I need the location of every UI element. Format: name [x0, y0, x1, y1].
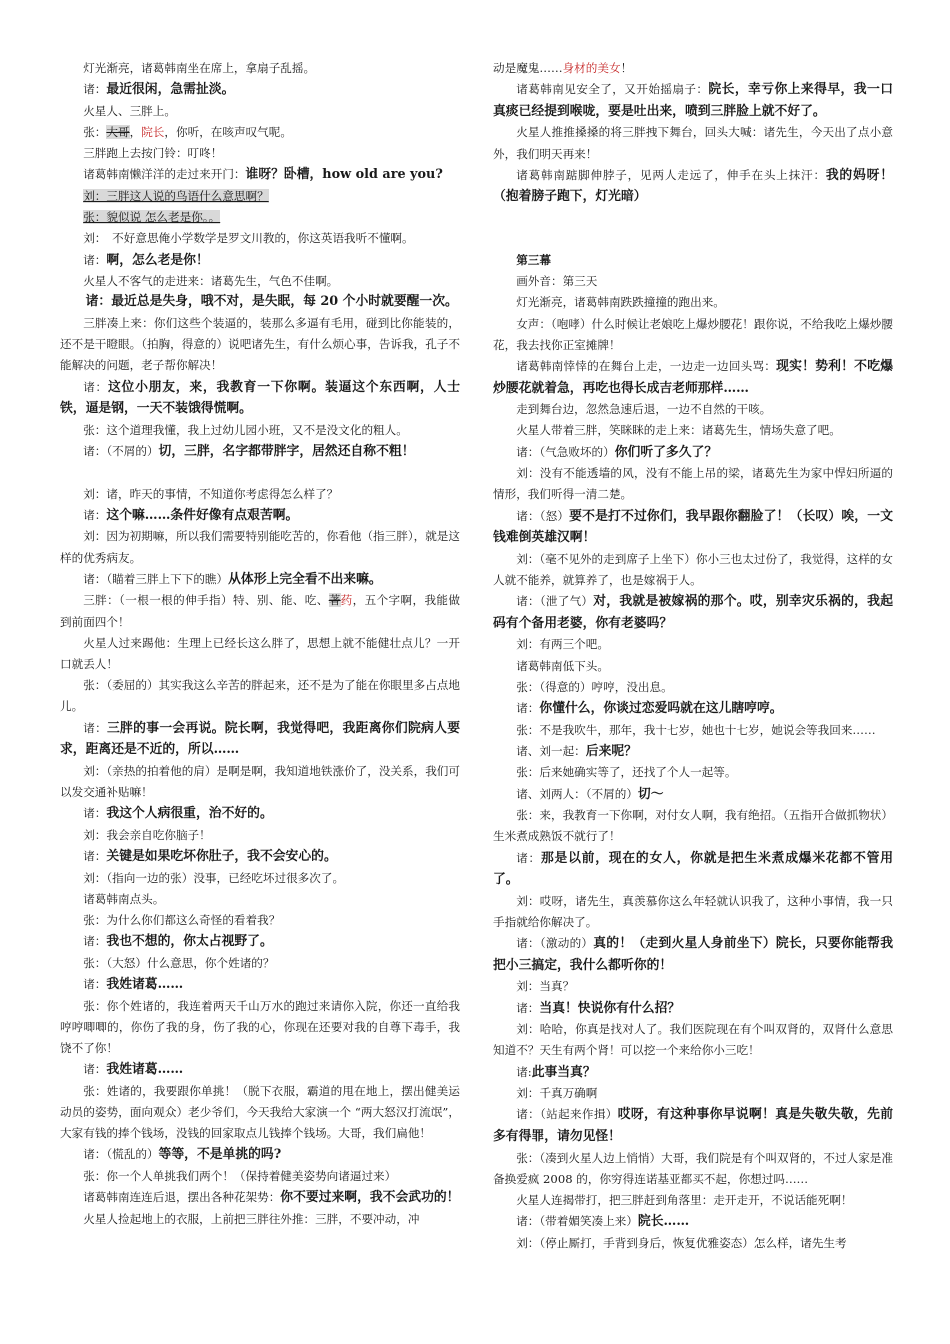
script-line [493, 506, 893, 549]
bold-text: 那是以前，现在的女人，你就是把生米煮成爆米花都不管用了。 [493, 850, 893, 888]
line-text: 刘：当真？ [516, 979, 575, 994]
bold-line: 诸：最近总是失身，哦不对，是失眠，每 20 个小时就要醒一次。 [85, 294, 458, 310]
blank-line [60, 463, 460, 484]
script-line [60, 101, 460, 122]
highlighted-line: 张：貌似说 怎么老是你。。 [83, 210, 221, 225]
line-text: 刘：千真万确啊 [516, 1086, 598, 1101]
bold-text: 我也不想的，你太占视野了。 [106, 934, 273, 950]
script-line [493, 976, 893, 997]
bold-text: 最近很闲，急需扯淡。 [106, 82, 235, 98]
script-line [493, 1083, 893, 1104]
script-line [493, 998, 893, 1020]
act-title: 第三幕 [516, 252, 551, 267]
line-text: 诸葛韩南连连后退，摆出各种花架势： [83, 1190, 281, 1205]
line-text: 张：不是我吹牛，那年，我十七岁，她也十七岁，她说会等我回来…… [516, 722, 876, 737]
script-line [493, 79, 893, 122]
struck-text: 著 [328, 593, 341, 608]
script-line [60, 271, 460, 292]
line-text: 张：（得意的）哼哼，没出息。 [516, 679, 673, 694]
line-text: 刘：诸，昨天的事情，不知道你考虑得怎么样了？ [83, 486, 339, 501]
line-text: 诸： [516, 850, 541, 865]
line-text: 张：你一个人单挑我们两个！（保持着健美姿势向诸逼过来） [83, 1169, 397, 1183]
script-line [493, 549, 893, 591]
line-text: 诸：（不屑的） [83, 444, 159, 458]
line-text: 火星人不客气的走进来：诸葛先生，气色不佳啊。 [83, 274, 339, 289]
script-line [60, 186, 460, 207]
line-text: 诸： [83, 507, 107, 522]
red-text: 身材的美女 [562, 61, 621, 75]
line-text: 画外音：第三天 [516, 274, 598, 289]
line-text: 诸： [83, 720, 107, 735]
script-line [60, 58, 460, 79]
script-line [60, 675, 460, 717]
script-line [60, 825, 460, 846]
script-line [493, 1148, 893, 1190]
script-line [493, 271, 893, 292]
bold-text: 谁呀？卧槽，how old are you? [245, 167, 443, 183]
script-line [493, 122, 893, 164]
struck-text: 大哥 [106, 125, 130, 139]
line-text: 诸：（怒） [516, 508, 570, 523]
bold-text: 院长…… [637, 1214, 690, 1230]
line-text: 三胖：（一根一根的伸手指）特、别、能、吃、 [83, 593, 329, 608]
line-text: 三胖凑上来：你们这些个装逼的，装那么多逼有毛用，碰到比你能装的，还不是干瞪眼。（拍胸，得意的）说吧诸先生，有什么烦心事，告诉我，孔子不能解决的问题，老子帮你解决！ [60, 316, 460, 373]
blank-line [493, 229, 893, 250]
script-line [493, 656, 893, 677]
line-text: 诸：（泄了气） [516, 594, 594, 609]
script-line [60, 228, 460, 249]
line-text: 刘：哎呀，诸先生，真羡慕你这么年轻就认识我了，这种小事情，我一只手指就给你解决了。 [493, 893, 893, 929]
bold-text: 我这个人病很重，治不好的。 [106, 806, 273, 822]
bold-text: 你不要过来啊，我不会武功的！ [280, 1190, 460, 1206]
script-line [60, 122, 460, 143]
bold-text: 对，我就是被嫁祸的那个。哎，别幸灾乐祸的，我起码有个备用老婆，你有老婆吗？ [493, 594, 893, 631]
line-text: 诸葛韩南懒洋洋的走过来开门： [83, 167, 246, 182]
line-text: 张：你个姓诸的，我连着两天千山万水的跑过来请你入院，你还一直给我哼哼唧唧的，你伤了我的身，伤了我的心，你现在还要对我的自尊下毒手，我饶不了你！ [60, 998, 460, 1055]
script-line [493, 1190, 893, 1211]
script-line [60, 1166, 460, 1187]
bold-text: 切～ [637, 786, 664, 802]
line-text: 火星人带着三胖，笑眯眯的走上来：诸葛先生，情场失意了吧。 [516, 423, 841, 438]
script-line [60, 910, 460, 931]
line-text: 动是魔鬼…… [493, 61, 563, 75]
line-text: 诸： [83, 1062, 107, 1077]
script-line [493, 420, 893, 441]
line-text: 刘：（亲热的拍着他的肩）是啊是啊，我知道地铁涨价了，没关系，我们可以发交通补贴嘛！ [60, 763, 460, 799]
script-line [493, 762, 893, 783]
bold-text: 真的！（走到火星人身前坐下）院长，只要你能帮我把小三搞定，我什么都听你的！ [493, 936, 893, 973]
line-text: 女声：（咆哮）什么时候让老娘吃上爆炒腰花！跟你说，不给我吃上爆炒腰花，我去找你正室摊牌！ [493, 316, 893, 352]
bold-text: 现实！势利！不吃爆炒腰花就着急，再吃也得长成吉老师那样…… [493, 359, 893, 396]
script-line [60, 1081, 460, 1145]
script-line [60, 803, 460, 825]
script-line [60, 1059, 460, 1081]
line-text: 诸葛韩南悻悻的在舞台上走，一边走一边回头骂： [516, 359, 777, 373]
script-line [493, 292, 893, 313]
line-text: 刘： 不好意思俺小学数学是罗文川教的，你这英语我听不懂啊。 [83, 231, 414, 246]
line-text: 诸： [516, 700, 540, 715]
line-text: 刘：有两三个吧。 [516, 637, 609, 652]
bold-text: 从体形上完全看不出来嘛。 [228, 571, 382, 587]
bold-text: 我姓诸葛…… [106, 977, 184, 992]
script-line [493, 720, 893, 741]
line-text: 火星人推推搡搡的将三胖拽下舞台，回头大喊：诸先生，今天出了点小意外，我们明天再来！ [493, 125, 893, 161]
script-line [60, 974, 460, 996]
bold-text: 要不是打不过你们，我早跟你翻脸了！（长叹）唉，一文钱难倒英雄汉啊！ [493, 508, 893, 546]
line-text: 诸葛韩南踮脚伸脖子，见两人走远了，伸手在头上抹汗： [516, 167, 826, 182]
script-line [493, 165, 893, 208]
line-text: 诸： [83, 806, 107, 821]
script-line [493, 1104, 893, 1147]
line-text: 诸：（气急败坏的） [516, 444, 615, 459]
script-line [60, 846, 460, 868]
line-text: 刘：没有不能透墙的风，没有不能上吊的梁，诸葛先生为家中悍妇所逼的情形，我们听得一清二楚。 [493, 466, 893, 502]
line-text: ，五个字啊，我能做到前面四个！ [60, 593, 460, 629]
line-text: 诸： [83, 849, 107, 863]
script-line [493, 1062, 893, 1084]
bold-text: 你们听了多久了？ [614, 444, 718, 460]
bold-text: 你懂什么，你谈过恋爱吗就在这儿瞎哼哼。 [539, 700, 783, 716]
line-text: 火星人过来踢他：生理上已经长这么胖了，思想上就不能健壮点儿？一开口就丢人！ [60, 635, 460, 671]
line-text: 张：（凑到火星人边上悄悄）大哥，我们院是有个叫双肾的，不过人家是准备换爱疯 2008 的，你穷得连诺基亚都买不起，你想过吗…… [493, 1150, 893, 1186]
line-text: 刘：（停止厮打，手背到身后，恢复优雅姿态）怎么样，诸先生考 [516, 1235, 847, 1250]
script-line [60, 889, 460, 910]
script-line [60, 931, 460, 953]
script-line [60, 420, 460, 441]
left-column [60, 58, 460, 1230]
script-line [493, 463, 893, 505]
script-line [493, 1233, 893, 1254]
script-line [60, 292, 460, 313]
script-line [60, 484, 460, 505]
line-text: ，你听，在咳声叹气呢。 [164, 125, 292, 139]
line-text: 诸： [516, 1000, 540, 1015]
right-column [493, 58, 893, 1254]
red-text: 药 [340, 593, 353, 608]
script-line [60, 1209, 460, 1230]
line-text: 诸、刘两人：（不屑的） [516, 786, 638, 801]
line-text: 诸： [83, 977, 107, 991]
bold-text: 当真！快说你有什么招？ [539, 1000, 681, 1016]
script-line [60, 718, 460, 761]
script-line [60, 633, 460, 675]
script-line [60, 1144, 460, 1166]
line-text: 刘：哈哈，你真是找对人了。我们医院现在有个叫双肾的，双肾什么意思知道不？天生有两个肾！可以挖一个来给你小三吃！ [493, 1022, 893, 1058]
line-text: 灯光渐亮，诸葛韩南跌跌撞撞的跑出来。 [516, 295, 725, 310]
line-text: 诸：（瞄着三胖上下下的瞧） [83, 571, 229, 586]
script-line [60, 996, 460, 1060]
line-text: 火星人、三胖上。 [83, 103, 176, 118]
line-text: 张：来，我教育一下你啊，对付女人啊，我有绝招。（五指开合做抓物状）生米煮成熟饭不就行了！ [493, 808, 893, 844]
bold-text: 我姓诸葛…… [106, 1062, 184, 1078]
line-text: 张：（大怒）什么意思，你个姓诸的？ [83, 955, 275, 970]
script-line [60, 526, 460, 568]
line-text: 诸、刘一起： [516, 743, 586, 758]
script-line [493, 1211, 893, 1233]
line-text: 刘：因为初期嘛，所以我们需要特别能吃苦的，你看他（指三胖），就是这样的优秀病友。 [60, 529, 460, 565]
script-line [60, 143, 460, 164]
line-text: 张：姓诸的，我要跟你单挑！（脱下衣服，霸道的甩在地上，摆出健美运动员的姿势，面向观众）老少爷们，今天我给大家演一个 “两大怒汉打流氓”，大家有钱的捧个钱场，没钱的回家取点儿钱捧个钱场。大哥，我们扁他！ [60, 1083, 460, 1141]
highlighted-line: 刘：三胖这人说的鸟语什么意思啊？ [83, 189, 269, 203]
red-text: 院长 [141, 125, 165, 139]
script-line [493, 698, 893, 720]
script-line [493, 891, 893, 933]
line-text: 张：为什么你们都这么奇怪的看着我？ [83, 913, 281, 927]
line-text: 诸： [83, 82, 107, 97]
script-line [493, 442, 893, 464]
line-text: ！ [620, 61, 633, 75]
line-text: ， [129, 125, 142, 139]
act-heading [493, 250, 893, 271]
line-text: 诸: [516, 1064, 532, 1079]
line-text: 诸：（带着媚笑凑上来） [516, 1214, 638, 1229]
bold-text: 三胖的事一会再说。院长啊，我觉得吧，我距离你们院病人要求，距离还是不近的，所以…… [60, 720, 460, 758]
script-line [60, 164, 460, 186]
bold-text: 切，三胖，名字都带胖字，居然还自称不粗！ [158, 444, 415, 459]
script-line [493, 741, 893, 763]
script-line [493, 591, 893, 634]
script-line [493, 848, 893, 891]
script-line [60, 207, 460, 228]
line-text: 诸葛韩南见安全了，又开始摇扇子： [516, 82, 709, 97]
line-text: 张： [83, 125, 107, 139]
script-line [493, 784, 893, 806]
script-line [60, 79, 460, 101]
bold-text: 我的妈呀！（抱着膀子跑下，灯光暗） [493, 167, 893, 205]
line-text: 火星人连揭带打，把三胖赶到角落里：走开走开，不说话能死啊！ [516, 1192, 853, 1207]
script-line [60, 569, 460, 591]
script-line [60, 250, 460, 272]
line-text: 张：这个道理我懂，我上过幼儿园小班，又不是没文化的粗人。 [83, 422, 408, 437]
line-text: 张：（委屈的）其实我这么辛苦的胖起来，还不是为了能在你眼里多占点地儿。 [60, 678, 460, 714]
script-line [60, 868, 460, 889]
line-text: 刘：（毫不见外的走到席子上坐下）你小三也太过份了，我觉得，这样的女人就不能养，就算养了，也是嫁祸于人。 [493, 551, 893, 587]
script-line [493, 677, 893, 698]
script-line [60, 761, 460, 803]
bold-text: 啊，怎么老是你！ [106, 252, 209, 268]
bold-text: 哎呀，有这种事你早说啊！真是失敬失敬，先前多有得罪，请勿见怪！ [493, 1107, 894, 1144]
blank-line [493, 208, 893, 229]
script-line [60, 505, 460, 527]
bold-text: 关键是如果吃坏你肚子，我不会安心的。 [106, 849, 337, 864]
script-line [493, 805, 893, 847]
script-line [493, 1019, 893, 1061]
script-line [493, 399, 893, 420]
script-line [60, 953, 460, 974]
script-line [493, 356, 893, 399]
line-text: 诸： [83, 379, 108, 394]
line-text: 诸：（激动的） [516, 936, 594, 951]
script-line [493, 58, 893, 79]
script-line [60, 377, 460, 420]
line-text: 火星人捡起地上的衣服，上前把三胖往外推：三胖，不要冲动，冲 [83, 1211, 420, 1226]
line-text: 张：后来她确实等了，还找了个人一起等。 [516, 765, 737, 780]
line-text: 诸： [83, 934, 107, 949]
script-line [493, 933, 893, 976]
line-text: 灯光渐亮，诸葛韩南坐在席上，拿扇子乱摇。 [83, 61, 316, 75]
bold-text: 后来呢？ [585, 743, 637, 759]
line-text: 诸葛韩南低下头。 [516, 658, 609, 673]
line-text: 刘：（指向一边的张）没事，已经吃坏过很多次了。 [83, 870, 345, 885]
bold-text: 此事当真？ [531, 1064, 596, 1080]
script-line [60, 441, 460, 463]
script-line [60, 313, 460, 377]
script-line [60, 1187, 460, 1209]
bold-text: 这位小朋友，来，我教育一下你啊。装逼这个东西啊，人士铁，逼是钢，一天不装饿得慌啊。 [60, 379, 460, 417]
line-text: 诸：（站起来作揖） [516, 1107, 618, 1122]
line-text: 三胖跑上去按门铃：叮咚！ [83, 146, 223, 161]
bold-text: 等等，不是单挑的吗? [158, 1147, 282, 1163]
line-text: 走到舞台边，忽然急速后退，一边不自然的干咳。 [516, 402, 772, 417]
bold-text: 院长，幸亏你上来得早，我一口真痰已经提到喉咙，要是吐出来，喷到三胖脸上就不好了。 [493, 82, 893, 119]
bold-text: 这个嘛……条件好像有点艰苦啊。 [106, 507, 299, 523]
script-line [493, 314, 893, 356]
script-line [60, 590, 460, 632]
line-text: 诸葛韩南点头。 [83, 891, 165, 906]
script-line [493, 634, 893, 655]
line-text: 诸：（慌乱的） [83, 1147, 159, 1162]
line-text: 诸： [83, 252, 107, 267]
line-text: 刘：我会亲自吃你脑子！ [83, 827, 211, 842]
